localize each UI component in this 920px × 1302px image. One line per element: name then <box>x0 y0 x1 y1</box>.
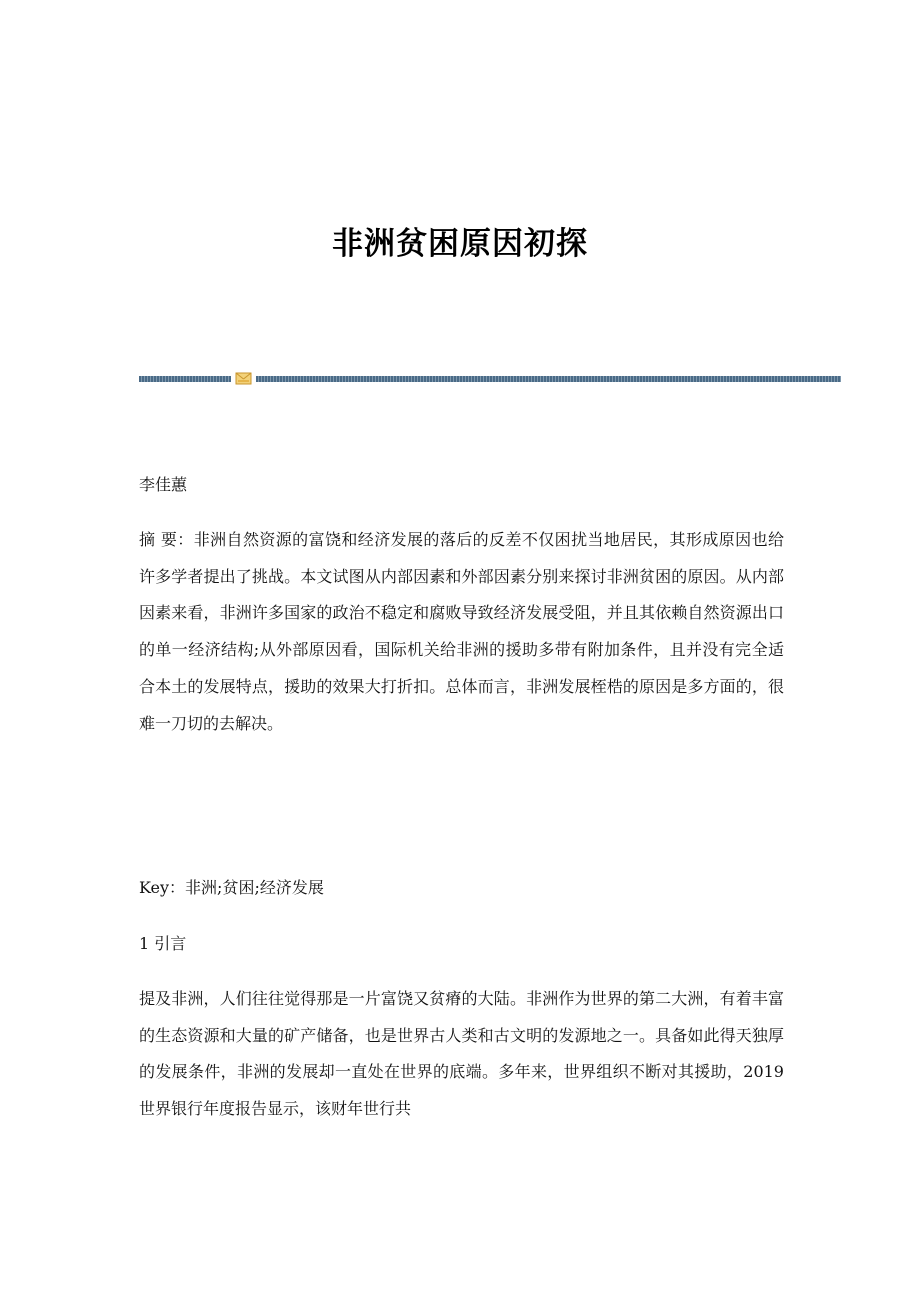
abstract-text: 非洲自然资源的富饶和经济发展的落后的反差不仅困扰当地居民，其形成原因也给许多学者提出了挑战。本文试图从内部因素和外部因素分别来探讨非洲贫困的原因。从内部因素来看，非洲许多国家的政治不稳定和腐败导致经济发展受阻，并且其依赖自然资源出口的单一经济结构;从外部原因看，国际机关给非洲的援助多带有附加条件，且并没有完全适合本土的发展特点，援助的效果大打折扣。总体而言，非洲发展桎梏的原因是多方面的，很难一刀切的去解决。 <box>139 530 784 733</box>
author-name: 李佳蕙 <box>139 475 188 494</box>
keywords-paragraph <box>139 870 784 907</box>
divider-bar-right <box>256 376 841 382</box>
divider-bar-left <box>139 376 231 382</box>
keywords-label: Key： <box>139 878 186 897</box>
abstract-paragraph <box>139 522 784 742</box>
abstract-label: 摘 要： <box>139 530 194 549</box>
divider-ornament-icon <box>235 372 252 385</box>
body-paragraph: 提及非洲，人们往往觉得那是一片富饶又贫瘠的大陆。非洲作为世界的第二大洲，有着丰富的生态资源和大量的矿产储备，也是世界古人类和古文明的发源地之一。具备如此得天独厚的发展条件，非洲的发展却一直处在世界的底端。多年来，世界组织不断对其援助，2019 世界银行年度报告显示，该财年世行共 <box>139 989 784 1119</box>
keywords-text: 非洲;贫困;经济发展 <box>185 878 324 897</box>
title-divider <box>139 372 841 386</box>
paper-title: 非洲贫困原因初探 <box>332 226 588 262</box>
section-heading: 1 引言 <box>139 934 187 953</box>
